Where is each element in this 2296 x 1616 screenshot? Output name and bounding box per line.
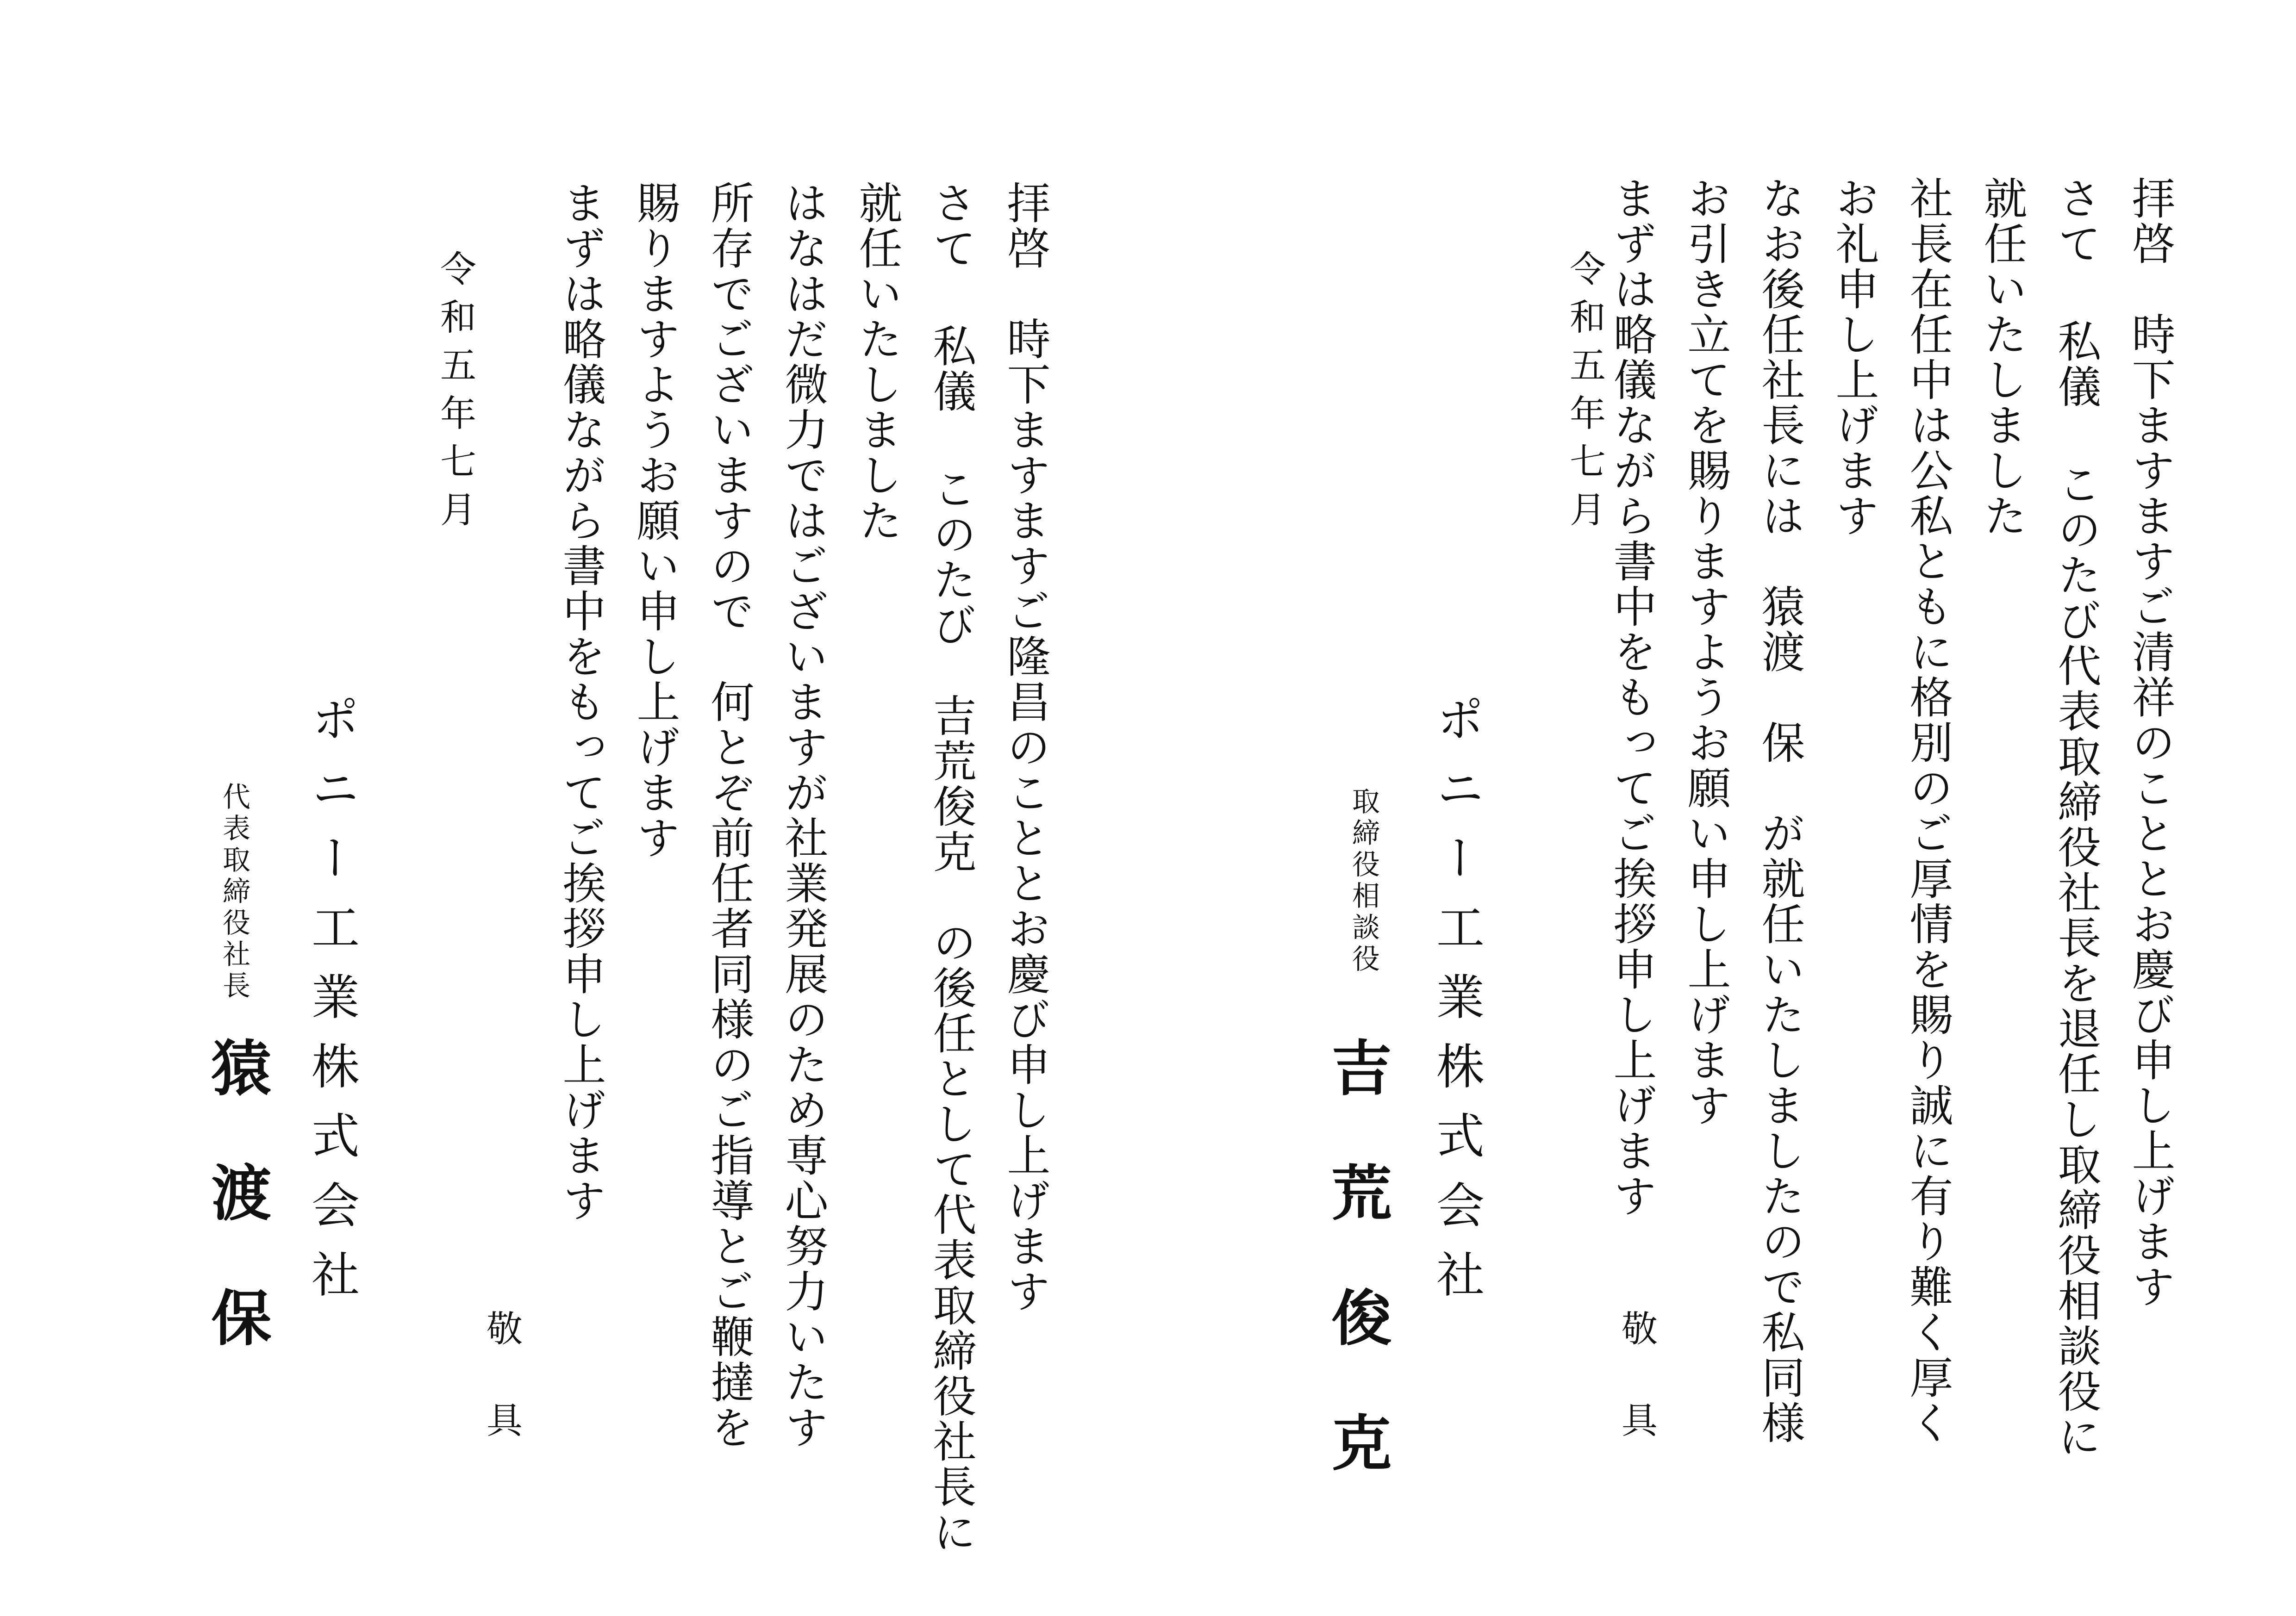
letter-left-date: 令和五年七月	[434, 250, 476, 539]
letter-left-line-5: 所存でございますので 何とぞ前任者同様のご指導とご鞭撻を	[703, 180, 754, 1450]
letter-right-line-8: まずは略儀ながら書中をもってご挨拶申し上げます	[1606, 176, 1656, 1219]
letter-right-line-4: 社長在任中は公私ともに格別のご厚情を賜り誠に有り難く厚く	[1902, 176, 1953, 1446]
letter-left-line-7: まずは略儀ながら書中をもってご挨拶申し上げます	[555, 180, 605, 1224]
letter-right-line-5: お礼申し上げます	[1828, 176, 1878, 539]
letter-left-line-6: 賜りますようお願い申し上げます	[629, 180, 680, 861]
letter-right-line-6: なお後任社長には 猿渡 保 が就任いたしましたので私同様	[1754, 176, 1804, 1446]
letter-left-name: 猿渡保	[201, 1037, 272, 1411]
letter-left-title: 代表取締役社長	[218, 782, 250, 1002]
letter-right-closing: 敬具	[1616, 1310, 1657, 1493]
letter-right-company: ポニー工業株式会社	[1428, 694, 1485, 1319]
letter-left-line-3: 就任いたしました	[851, 180, 902, 543]
letter-right-line-1: 拝啓 時下ますますご清祥のこととお慶び申し上げます	[2124, 176, 2175, 1310]
letter-right-line-3: 就任いたしました	[1976, 176, 2027, 539]
letter-left-line-2: さて 私儀 このたび 吉荒俊克 の後任として代表取締役社長に	[925, 180, 976, 1555]
letter-right-title: 取締役相談役	[1348, 787, 1380, 976]
letter-right-date: 令和五年七月	[1564, 250, 1605, 539]
letter-right-name: 吉荒俊克	[1322, 1037, 1392, 1536]
letter-right-line-7: お引き立てを賜りますようお願い申し上げます	[1680, 176, 1730, 1128]
letter-left-company: ポニー工業株式会社	[303, 694, 360, 1319]
letter-left-line-1: 拝啓 時下ますますご隆昌のこととお慶び申し上げます	[999, 180, 1050, 1314]
letter-right-line-2: さて 私儀 このたび代表取締役社長を退任し取締役相談役に	[2050, 176, 2101, 1460]
letter-left-line-4: はなはだ微力ではございますが社業発展のため専心努力いたす	[777, 180, 828, 1450]
letter-left-closing: 敬具	[480, 1310, 522, 1493]
